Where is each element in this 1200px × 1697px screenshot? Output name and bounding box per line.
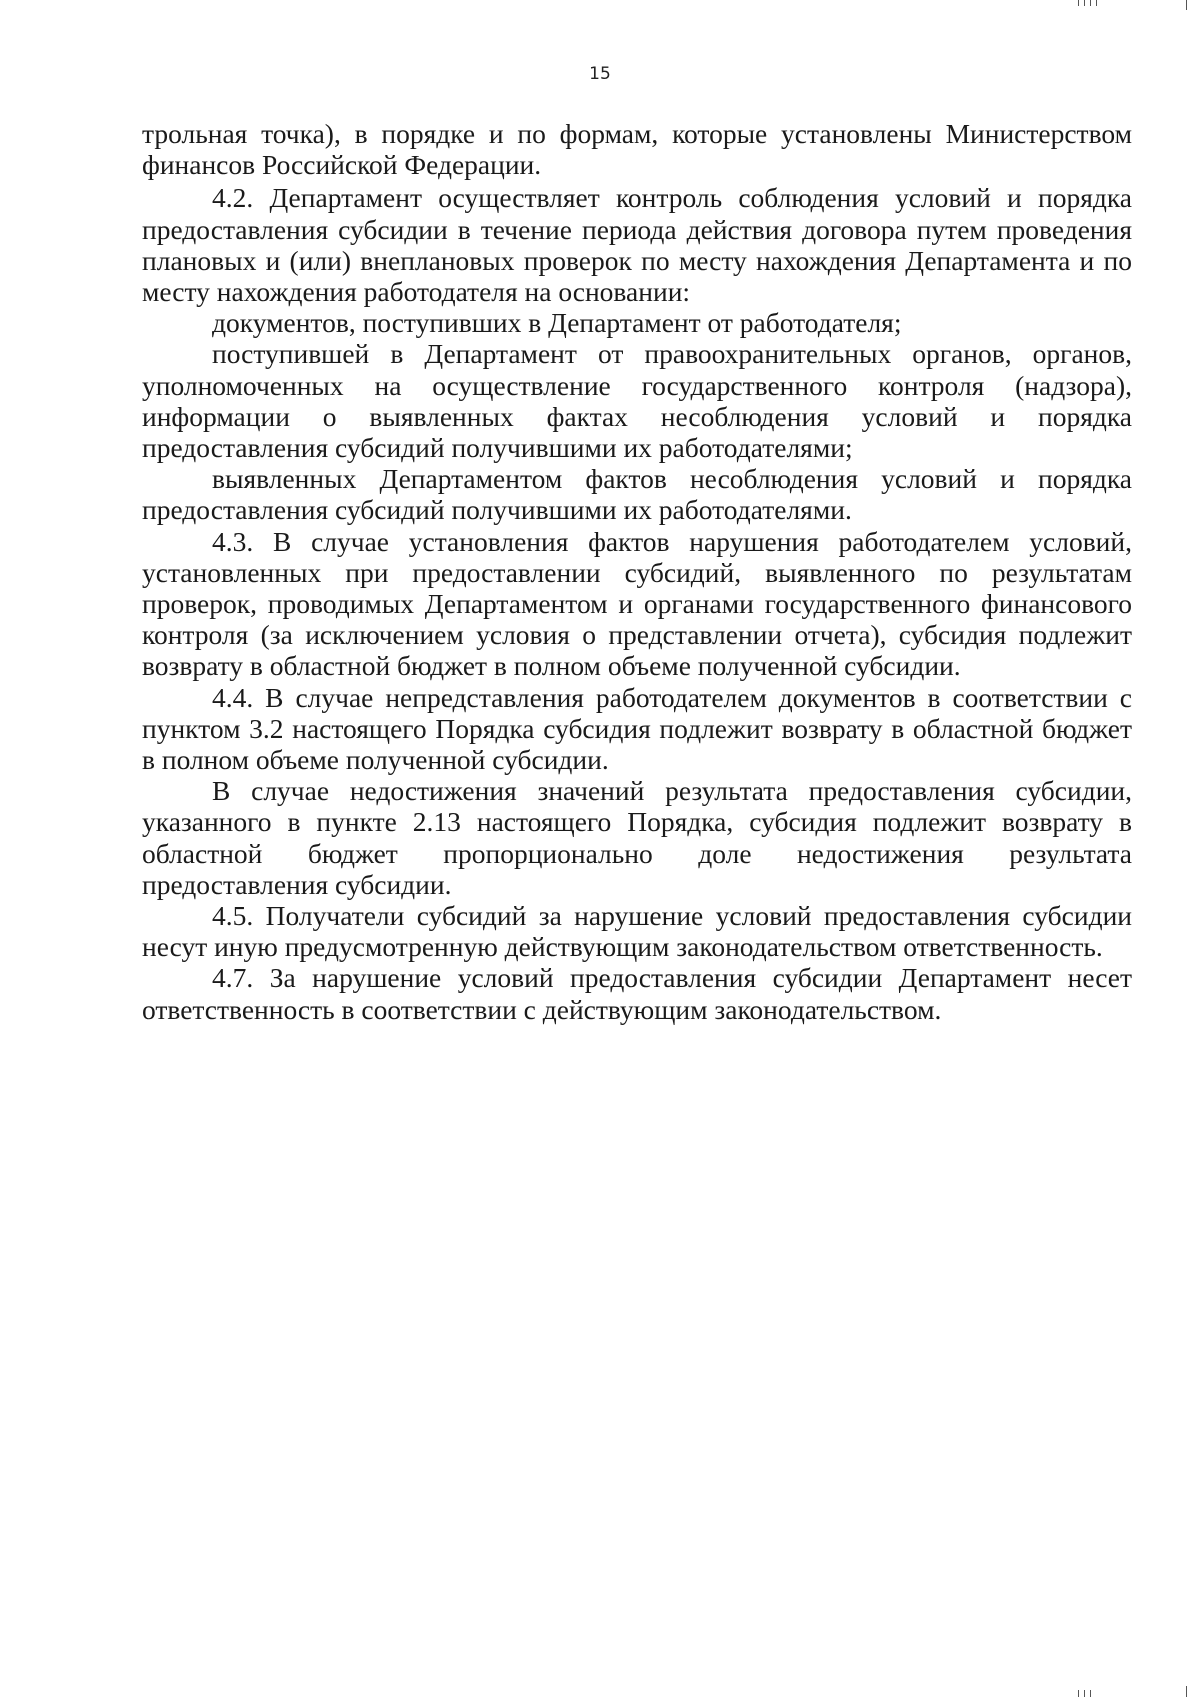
- paragraph-4-3: 4.3. В случае установления фактов нарушения работодателем условий, установленных при предоставлении субсидий, выявленного по результатам проверок, проводимых Департаментом и органами государственного финансового контроля (за исключением условия о представлении отчета), субсидия подлежит возврату в областной бюджет в полном объеме полученной субсидии.: [142, 525, 1132, 682]
- paragraph-basis-law-enforcement: поступившей в Департамент от правоохранительных органов, органов, уполномоченных на осуществление государственного контроля (надзора), информации о выявленных фактах несоблюдения условий и порядка предоставления субсидий получившими их работодателями;: [142, 338, 1132, 464]
- scan-edge-mark: [1186, 1686, 1187, 1697]
- page-number: 15: [589, 64, 611, 84]
- paragraph-result-shortfall: В случае недостижения значений результата предоставления субсидии, указанного в пункте 2.13 настоящего Порядка, субсидия подлежит возврату в областной бюджет пропорционально доле недостижения результата предоставления субсидии.: [142, 775, 1132, 900]
- paragraph-4-2: 4.2. Департамент осуществляет контроль соблюдения условий и порядка предоставления субсидии в течение периода действия договора путем проведения плановых и (или) внеплановых проверок по месту нахождения Департамента и по месту нахождения работодателя на основании:: [142, 182, 1132, 308]
- paragraph-4-7: 4.7. За нарушение условий предоставления субсидии Департамент несет ответственность в соответствии с действующим законодательством.: [142, 962, 1132, 1025]
- paragraph-basis-documents: документов, поступивших в Департамент от работодателя;: [212, 307, 902, 339]
- scan-edge-mark: [1090, 1690, 1091, 1697]
- paragraph-continuation: трольная точка), в порядке и по формам, которые установлены Министерством финансов Российской Федерации.: [142, 118, 1132, 181]
- scan-edge-mark: [1084, 0, 1085, 6]
- scan-edge-mark: [1096, 0, 1097, 6]
- scan-edge-mark: [1090, 0, 1091, 6]
- scan-edge-mark: [1078, 0, 1079, 6]
- paragraph-4-5: 4.5. Получатели субсидий за нарушение условий предоставления субсидии несут иную предусмотренную действующим законодательством ответственность.: [142, 900, 1132, 963]
- document-body: [142, 118, 1132, 1025]
- paragraph-4-4: 4.4. В случае непредставления работодателем документов в соответствии с пунктом 3.2 настоящего Порядка субсидия подлежит возврату в областной бюджет в полном объеме полученной субсидии.: [142, 681, 1132, 776]
- scan-edge-mark: [1084, 1690, 1085, 1697]
- paragraph-basis-detected-facts: выявленных Департаментом фактов несоблюдения условий и порядка предоставления субсидий получившими их работодателями.: [142, 463, 1132, 526]
- scan-edge-mark: [1078, 1690, 1079, 1697]
- scan-edge-mark: [1186, 0, 1187, 10]
